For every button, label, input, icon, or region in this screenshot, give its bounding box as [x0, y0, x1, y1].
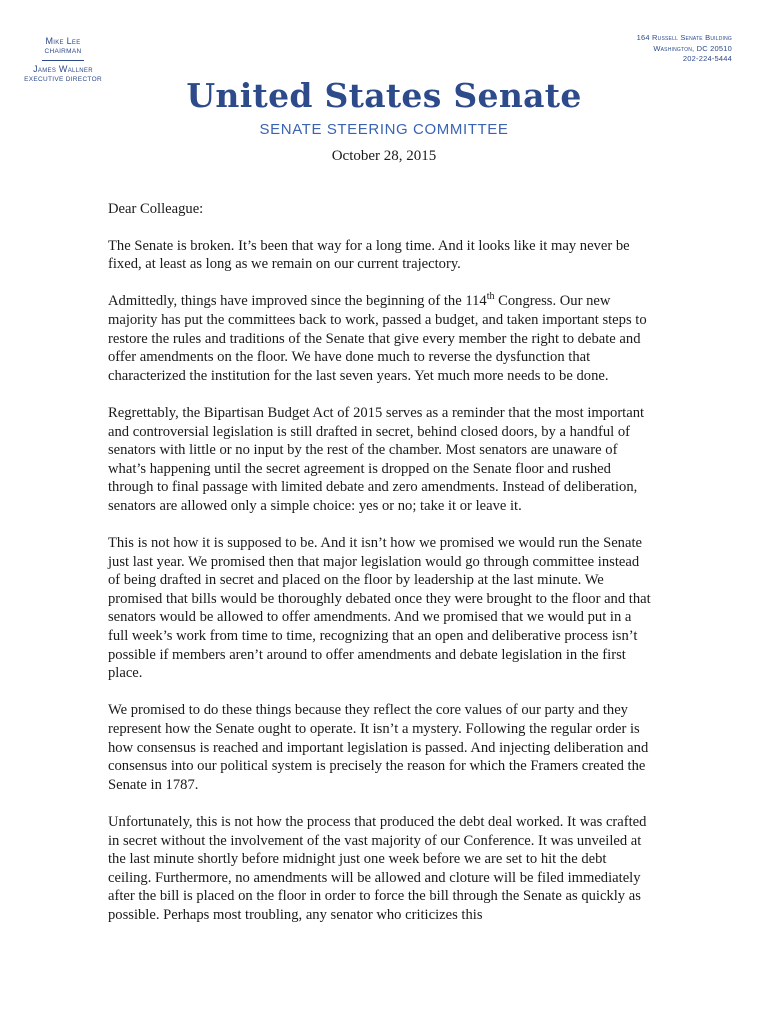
paragraph-6: Unfortunately, this is not how the process that produced the debt deal worked. It was crafted in secret without the involvement of the vast majority of our Conference. It was unveiled at the last minute shortly before midnight just one week before we are set to hit the debt ceiling. Furthermore, no amendments will be allowed and cloture will be filed immediately after the bill is placed on the floor in order to force the bill through the Senate as quickly as possible. Perhaps most troubling, any senator who criticizes this	[108, 814, 647, 923]
paragraph-5: We promised to do these things because they reflect the core values of our party and they represent how the Senate ought to operate. It isn’t a mystery. Following the regular order is how consensus is reached and important legislation is passed. And injecting deliberation and consensus into our political system is precisely the reason for which the Framers created the Senate in 1787.	[108, 702, 649, 793]
salutation: Dear Colleague:	[108, 201, 204, 217]
chairman-title: CHAIRMAN	[44, 48, 82, 55]
letter-date: October 28, 2015	[331, 148, 437, 164]
paragraph-3: Regrettably, the Bipartisan Budget Act of 2015 serves as a reminder that the most important and controversial legislation is still drafted in secret, behind closed doors, by a handful of senators with little or no input by the rest of the chamber. Most senators are unaware of what’s happening until the secret agreement is dropped on the Senate floor and rushed through to final passage with limited debate and zero amendments. Instead of deliberation, senators are allowed only a simple choice: yes or no; take it or leave it.	[108, 404, 645, 514]
phone-number: 202-224-5444	[682, 54, 732, 63]
address-block	[572, 33, 732, 65]
director-name: James Wallner	[33, 64, 93, 74]
address-line-1: 164 Russell Senate Building	[636, 33, 732, 42]
ordinal-suffix: th	[486, 290, 495, 302]
address-line-2: Washington, DC 20510	[653, 43, 732, 53]
paragraph-2	[108, 292, 653, 385]
paragraph-4: This is not how it is supposed to be. And it isn’t how we promised we would run the Senate just last year. We promised then that major legislation would go through committee instead of being drafted in secret and placed on the floor by leadership at the last minute. We promised that bills would be thoroughly debated once they were brought to the floor and that senators would be allowed to offer amendments. And we promised that we would put in a full week’s work from time to time, recognizing that an open and deliberative process isn’t possible if members aren’t around to offer amendments and debate legislation in the first place.	[108, 535, 651, 682]
chairman-name: Mike Lee	[45, 36, 81, 46]
letterhead-divider	[42, 60, 84, 61]
paragraph-1: The Senate is broken. It’s been that way for a long time. And it looks like it may never be fixed, at least as long as we remain on our current trajectory.	[108, 237, 630, 273]
director-title: EXECUTIVE DIRECTOR	[24, 76, 102, 83]
paragraph-2-rest: Congress. Our new majority has put the committees back to work, passed a budget, and taken important steps to restore the rules and traditions of the Senate that give every member the right to debate and offer amendments on the floor. We have done much to reverse the dysfunction that characterized the institution for the last seven years. Yet much more needs to be done.	[108, 293, 647, 384]
paragraph-2-lead: Admittedly, things have improved since the beginning of the 114	[108, 293, 487, 310]
letter-body	[108, 200, 653, 943]
committee-name: SENATE STEERING COMMITTEE	[259, 121, 509, 138]
masthead-title: United States Senate	[186, 76, 582, 115]
